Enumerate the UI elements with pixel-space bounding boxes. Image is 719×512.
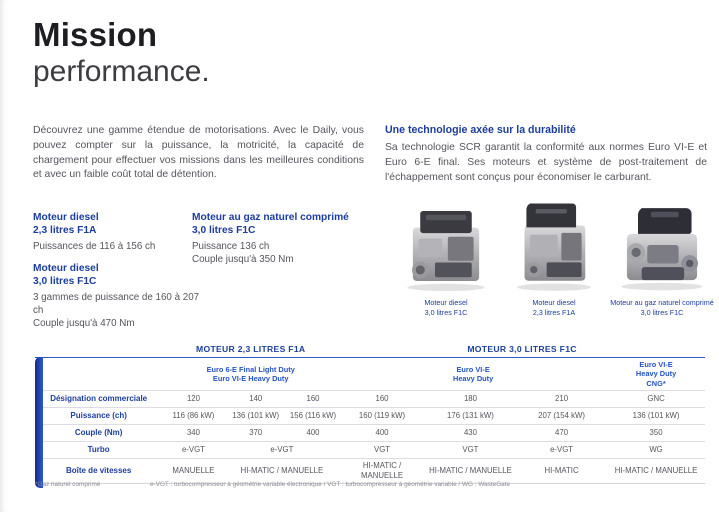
engine-gallery [396,192,712,317]
cell-boite-160b: HI-MATIC / MANUELLE [339,459,425,484]
cell-couple-160a: 400 [287,425,339,442]
engine-caption-line2: 3,0 litres F1C [424,307,468,317]
footnote-turbo-glossary: e-VGT : turbocompresseur à géométrie variable électronique / VGT : turbocompresseur à géométrie variable / WG : WasteGate [150,481,511,488]
engine-spec-title-line1: Moteur au gaz naturel comprimé [192,212,349,223]
subheader-eurovi [339,358,607,391]
engine-spec-detail-line2: Couple jusqu'à 350 Nm [192,253,294,265]
durability-section [385,123,707,185]
engine-spec-title-line2: 3,0 litres F1C [33,276,97,288]
subheader-cng [607,358,705,391]
engine-image-f1c-cng [614,192,710,292]
engine-caption-line1: Moteur diesel [424,298,468,307]
engine-image-f1c-diesel [400,192,492,292]
engine-spec-detail: Puissances de 116 à 156 ch [33,240,156,252]
cell-designation-120: 120 [162,391,224,408]
cell-boite-140-160: HI-MATIC / MANUELLE [225,459,340,484]
cell-couple-210: 470 [516,425,607,442]
engine-spec-table-wrap [35,341,705,484]
engine-caption-line1: Moteur diesel [532,298,576,307]
engine-spec-f1a [33,211,191,253]
cell-designation-160a: 160 [287,391,339,408]
page-title [33,18,210,87]
engine-caption [532,298,575,317]
cell-designation-210: 210 [516,391,607,408]
engine-caption [610,298,713,317]
engine-spec-cng [192,211,387,266]
engine-spec-detail-line2: Couple jusqu'à 470 Nm [33,317,135,329]
engine-spec-detail [192,240,387,266]
engine-spec-title-line1: Moteur diesel [33,263,99,274]
engine-image-f1a-diesel [508,192,600,292]
cell-boite-210: HI-MATIC [516,459,607,484]
cell-couple-140: 370 [225,425,287,442]
table-accent-bar [35,357,43,488]
cell-couple-160b: 400 [339,425,425,442]
cell-puissance-gnc: 136 (101 kW) [607,408,705,425]
cell-turbo-120: e-VGT [162,442,224,459]
engine-spec-title [33,262,203,289]
engine-caption-line2: 2,3 litres F1A [532,307,576,317]
row-label: Couple (Nm) [35,425,162,442]
row-puissance [35,408,705,425]
row-boite [35,459,705,484]
subheader-line: Euro 6-E Final Light Duty [206,364,295,374]
engine-spec-detail [33,291,203,331]
durability-paragraph: Sa technologie SCR garantit la conformité aux normes Euro VI-E et Euro 6-E final. Ses moteurs et système de post-traitement de l'échappement sont conçus pour économiser le carburant. [385,142,707,183]
cell-designation-gnc: GNC [607,391,705,408]
engine-spec-title-line2: 2,3 litres F1A [33,225,97,237]
engine-spec-title [33,211,191,238]
subheader-line: Euro VI-E Heavy Duty [212,374,289,383]
cell-boite-gnc: HI-MATIC / MANUELLE [607,459,705,484]
row-label: Puissance (ch) [35,408,162,425]
engine-figure-f1c-cng [612,192,712,317]
subheader-line: CNG* [646,378,666,388]
subheader-line: Heavy Duty [452,374,494,383]
page-title-light: performance. [33,54,210,88]
cell-boite-180: HI-MATIC / MANUELLE [425,459,516,484]
engine-photo-icon [508,194,600,292]
engine-photo-icon [400,200,492,292]
subheader-line: Euro VI-E [639,360,673,370]
cell-turbo-gnc: WG [607,442,705,459]
engine-spec-f1c [33,262,203,330]
cell-turbo-140-160: e-VGT [225,442,340,459]
engine-photo-icon [614,198,710,292]
cell-couple-180: 430 [425,425,516,442]
cell-turbo-160b: VGT [339,442,425,459]
page-title-bold: Mission [33,16,158,53]
cell-couple-gnc: 350 [607,425,705,442]
cell-designation-140: 140 [225,391,287,408]
engine-caption-line1: Moteur au gaz naturel comprimé [610,298,714,307]
row-turbo [35,442,705,459]
row-designation [35,391,705,408]
cell-designation-160b: 160 [339,391,425,408]
cell-puissance-160a: 156 (116 kW) [287,408,339,425]
engine-spec-title-line1: Moteur diesel [33,212,99,223]
row-label: Turbo [35,442,162,459]
engine-figure-f1a-diesel [504,192,604,317]
engine-caption [424,298,467,317]
footnote-cng: *Gaz naturel comprimé [35,481,101,488]
footnotes [35,481,705,488]
engine-figure-f1c-diesel [396,192,496,317]
row-label: Boîte de vitesses [35,459,162,484]
cell-puissance-180: 176 (131 kW) [425,408,516,425]
engine-spec-detail-line1: Puissance 136 ch [192,240,270,252]
engine-caption-line2: 3,0 litres F1C [640,307,684,317]
cell-turbo-210: e-VGT [516,442,607,459]
durability-heading: Une technologie axée sur la durabilité [385,124,576,136]
cell-designation-180: 180 [425,391,516,408]
subheader-line: Euro VI-E [456,364,490,374]
subheader-line: Heavy Duty [635,369,677,379]
cell-puissance-140: 136 (101 kW) [225,408,287,425]
row-label: Désignation commerciale [35,391,162,408]
group-header-2-3-litres: MOTEUR 2,3 LITRES F1A [196,343,306,354]
cell-puissance-120: 116 (86 kW) [162,408,224,425]
subheader-euro6e [162,358,339,391]
cell-turbo-180: VGT [425,442,516,459]
table-group-header-row [35,341,705,358]
row-couple [35,425,705,442]
cell-puissance-160b: 160 (119 kW) [339,408,425,425]
engine-spec-title [192,211,387,238]
intro-paragraph: Découvrez une gamme étendue de motorisations. Avec le Daily, vous pouvez compter sur la puissance, la motricité, la capacité de chargement pour effectuer vos missions dans les meilleures conditions et avec un faible coût total de détention. [33,125,364,181]
cell-boite-120: MANUELLE [162,459,224,484]
engine-spec-detail-line1: 3 gammes de puissance de 160 à 207 ch [33,291,200,316]
cell-couple-120: 340 [162,425,224,442]
engine-spec-table [35,341,705,484]
group-header-3-0-litres: MOTEUR 3,0 LITRES F1C [467,343,577,354]
table-subheader-row [35,358,705,391]
cell-puissance-210: 207 (154 kW) [516,408,607,425]
engine-spec-title-line2: 3,0 litres F1C [192,225,256,237]
